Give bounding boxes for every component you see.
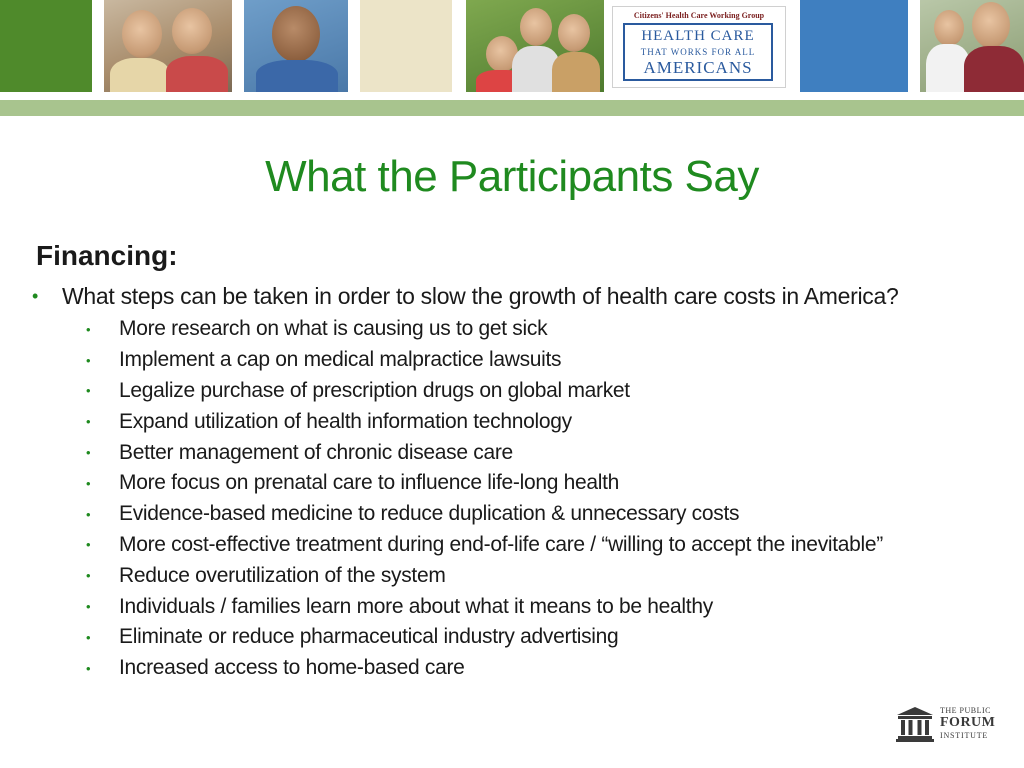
list-item-text: Eliminate or reduce pharmaceutical industry advertising <box>119 625 619 649</box>
list-item-text: Implement a cap on medical malpractice lawsuits <box>119 348 562 372</box>
bullet-dot-icon: • <box>86 660 91 676</box>
bullet-dot-icon: • <box>86 629 91 645</box>
banner-cream-tile <box>360 0 452 92</box>
logo-line-americans: AMERICANS <box>643 58 753 77</box>
banner-blue-tile <box>800 0 908 92</box>
header-divider <box>0 100 1024 116</box>
bullet-dot-icon: • <box>86 506 91 522</box>
pfi-line-institute: INSTITUTE <box>940 731 989 740</box>
list-item <box>86 591 883 622</box>
question-text: What steps can be taken in order to slow the growth of health care costs in America? <box>62 283 899 309</box>
banner-green-tile <box>0 0 92 92</box>
logo-line-works-for-all: THAT WORKS FOR ALL <box>640 47 756 57</box>
answer-list <box>86 314 883 684</box>
photo-children <box>466 0 604 92</box>
list-item-text: More focus on prenatal care to influence life-long health <box>119 471 620 495</box>
list-item-text: Legalize purchase of prescription drugs on global market <box>119 378 630 402</box>
photo-young-man <box>244 0 348 92</box>
list-item <box>86 437 883 468</box>
logo-frame <box>623 23 773 81</box>
list-item <box>86 622 883 653</box>
bullet-dot-icon: • <box>86 414 91 430</box>
bullet-dot-icon: • <box>86 599 91 615</box>
bullet-dot-icon: • <box>86 383 91 399</box>
list-item-text: Individuals / families learn more about what it means to be healthy <box>119 594 713 618</box>
list-item <box>86 499 883 530</box>
logo-line-health-care: HEALTH CARE <box>641 28 755 44</box>
list-item-text: Expand utilization of health information technology <box>119 409 572 433</box>
bullet-dot-icon: • <box>86 537 91 553</box>
bullet-dot-icon: • <box>86 475 91 491</box>
pfi-line-the-public: THE PUBLIC <box>940 706 991 715</box>
list-item <box>86 653 883 684</box>
logo-working-group-text: Citizens' Health Care Working Group <box>633 11 765 20</box>
columned-building-icon <box>896 706 934 742</box>
bullet-dot-icon: • <box>86 568 91 584</box>
bullet-dot-icon: • <box>86 352 91 368</box>
list-item-text: Increased access to home-based care <box>119 656 465 680</box>
pfi-line-forum: FORUM <box>940 715 996 730</box>
list-item <box>86 376 883 407</box>
bullet-dot-icon: • <box>86 445 91 461</box>
slide-title: What the Participants Say <box>265 152 759 201</box>
list-item <box>86 406 883 437</box>
health-care-logo <box>612 6 786 88</box>
list-item <box>86 530 883 561</box>
header-banner <box>0 0 1024 92</box>
list-item <box>86 345 883 376</box>
question-row <box>30 282 898 310</box>
list-item-text: Reduce overutilization of the system <box>119 563 446 587</box>
public-forum-institute-logo <box>896 704 1008 744</box>
section-heading: Financing: <box>36 240 178 271</box>
list-item <box>86 468 883 499</box>
photo-grandfather-child <box>920 0 1024 92</box>
list-item-text: More cost-effective treatment during end-of-life care / “willing to accept the inevitable” <box>119 532 883 556</box>
list-item-text: More research on what is causing us to get sick <box>119 317 548 341</box>
list-item-text: Evidence-based medicine to reduce duplication & unnecessary costs <box>119 502 740 526</box>
bullet-dot-icon: • <box>32 286 39 306</box>
photo-senior-couple <box>104 0 232 92</box>
list-item <box>86 314 883 345</box>
bullet-dot-icon: • <box>86 321 91 337</box>
list-item <box>86 560 883 591</box>
list-item-text: Better management of chronic disease care <box>119 440 513 464</box>
